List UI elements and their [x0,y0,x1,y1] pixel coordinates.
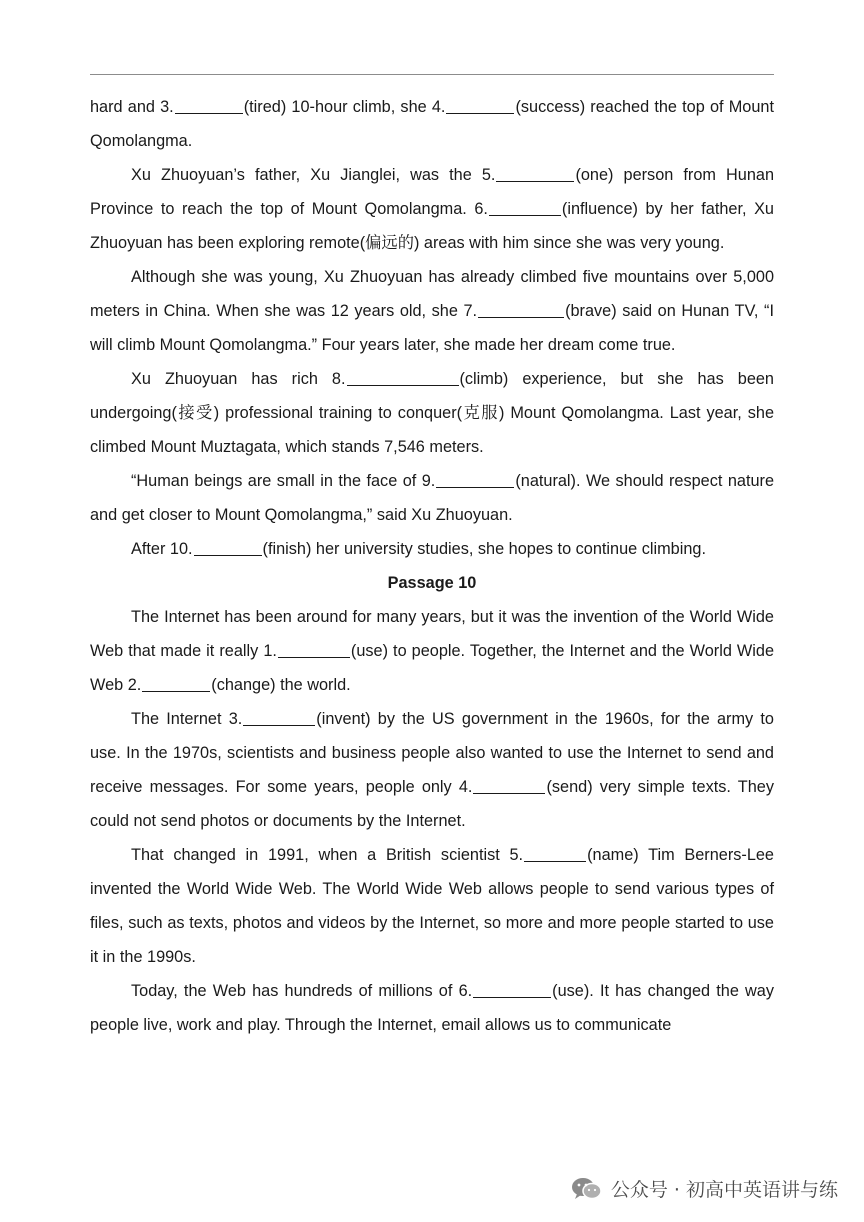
answer-blank-8[interactable] [347,367,459,386]
wechat-icon [571,1176,603,1202]
answer-blank-7[interactable] [478,299,564,318]
passage9-paragraph-3: Although she was young, Xu Zhuoyuan has already climbed five mountains over 5,000 meters in China. When she was 12 years old, she 7. (brave) said on Hunan TV, “I will climb Mount Qomolangma.” Four years later, she made her dream come true. [90,268,774,354]
watermark [571,1175,838,1202]
passage10-paragraph-4: Today, the Web has hundreds of millions of 6. (use). It has changed the way people live, work and play. Through the Internet, email allows us to communicate [90,974,774,1042]
answer-blank-p10-5[interactable] [524,843,586,862]
document-body [90,90,774,1042]
passage9-paragraph-6: After 10. (finish) her university studies, she hopes to continue climbing. [90,532,774,566]
answer-blank-p10-4[interactable] [473,775,545,794]
passage10-paragraph-2: The Internet 3. (invent) by the US government in the 1960s, for the army to use. In the 1970s, scientists and business people also wanted to use the Internet to send and receive messages. For some years, people only 4. (send) very simple texts. They could not send photos or documents by the Internet. [90,702,774,838]
passage9-paragraph-1: hard and 3. (tired) 10-hour climb, she 4. (success) reached the top of Mount Qomolangma. [90,90,774,158]
answer-blank-p10-2[interactable] [142,673,210,692]
answer-blank-4[interactable] [446,95,514,114]
passage10-paragraph-1: The Internet has been around for many years, but it was the invention of the World Wide Web that made it really 1. (use) to people. Together, the Internet and the World Wide Web 2. (change) the world. [90,608,775,694]
passage-10-title: Passage 10 [387,574,477,592]
answer-blank-9[interactable] [436,469,514,488]
answer-blank-p10-1[interactable] [278,639,350,658]
answer-blank-5[interactable] [496,163,574,182]
passage9-paragraph-5: “Human beings are small in the face of 9. (natural). We should respect nature and get closer to Mount Qomolangma,” said Xu Zhuoyuan. [90,464,774,532]
passage9-paragraph-4: Xu Zhuoyuan has rich 8. (climb) experience, but she has been undergoing(接受) professional training to conquer(克服) Mount Qomolangma. Last year, she climbed Mount Muztagata, which stands 7,546 meters. [90,362,774,464]
watermark-text: 公众号 · 初高中英语讲与练 [610,1179,838,1201]
answer-blank-3[interactable] [175,95,243,114]
answer-blank-10[interactable] [194,537,262,556]
passage9-paragraph-2: Xu Zhuoyuan’s father, Xu Jianglei, was the 5. (one) person from Hunan Province to reach the top of Mount Qomolangma. 6. (influence) by her father, Xu Zhuoyuan has been exploring remote(偏远的) areas with him since she was very young. [90,158,774,260]
passage10-paragraph-3: That changed in 1991, when a British scientist 5. (name) Tim Berners-Lee invented the World Wide Web. The World Wide Web allows people to send various types of files, such as texts, photos and videos by the Internet, so more and more people started to use it in the 1990s. [90,838,774,974]
answer-blank-p10-3[interactable] [243,707,315,726]
answer-blank-6[interactable] [489,197,561,216]
answer-blank-p10-6[interactable] [473,979,551,998]
header-rule [90,74,774,75]
